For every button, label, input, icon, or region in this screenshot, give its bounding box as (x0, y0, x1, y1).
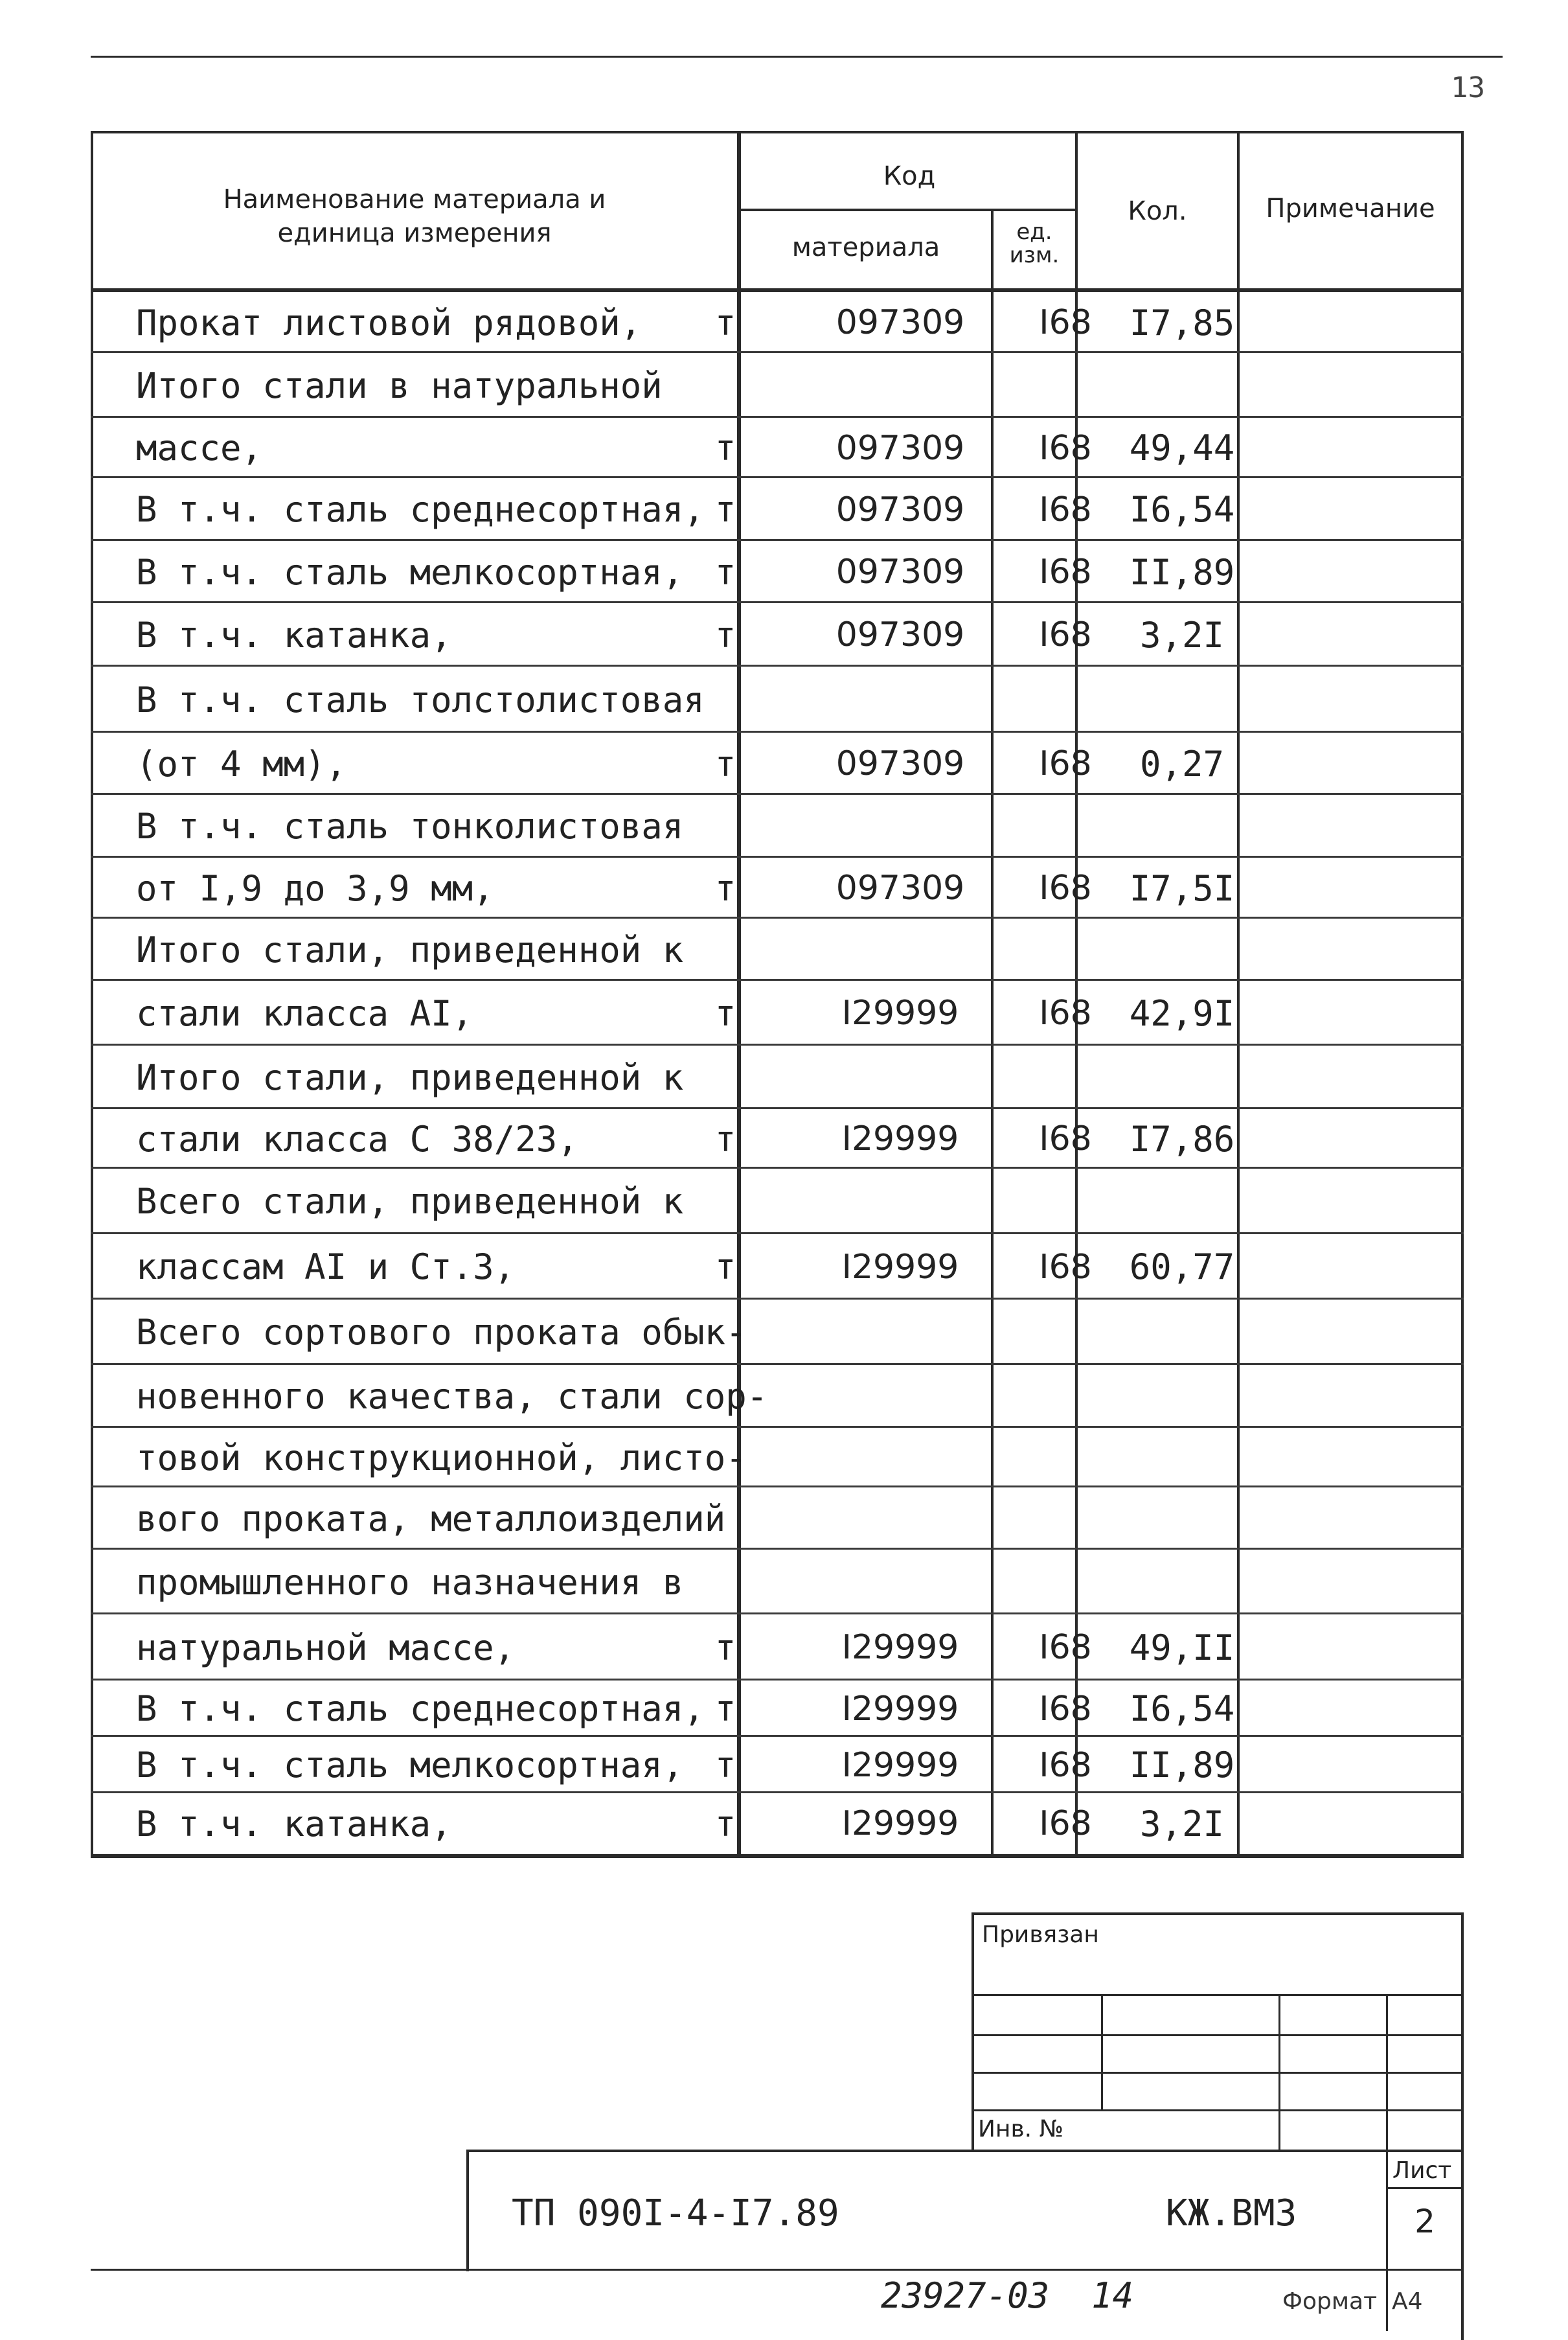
row-quantity: 49,II (1129, 1627, 1235, 1668)
table-row (91, 733, 1464, 795)
table-row (91, 919, 1464, 981)
table-row (91, 981, 1464, 1046)
row-unit: т (714, 1246, 736, 1287)
row-unit (699, 353, 751, 418)
header-name-col: Наименование материала и единица измерения (223, 185, 606, 248)
header-code-unit: ед. изм. (1009, 219, 1060, 268)
row-unit (699, 795, 751, 858)
table-row (91, 1614, 1464, 1680)
stamp-row-2 (971, 2034, 1464, 2036)
row-material-code (771, 919, 1030, 981)
table-top-border (91, 131, 1464, 133)
row-unit-code: I68 (1039, 490, 1092, 529)
row-unit (699, 667, 751, 733)
row-unit-code: I68 (1039, 1689, 1092, 1728)
header-qty: Кол. (1128, 196, 1187, 226)
row-name: от I,9 до 3,9 мм, (136, 867, 494, 909)
row-quantity: 49,44 (1129, 428, 1235, 468)
row-name: Всего сортового проката обык- (136, 1312, 747, 1353)
row-name: В т.ч. сталь толстолистовая (136, 679, 705, 720)
table-row (91, 353, 1464, 418)
row-unit-code: I68 (1039, 1628, 1092, 1667)
row-material-code: 097309 (835, 490, 965, 529)
header-code-group: Код (883, 161, 936, 191)
row-unit-code: I68 (1039, 869, 1092, 908)
row-unit: т (714, 743, 736, 785)
row-quantity: I6,54 (1129, 489, 1235, 530)
doc-mark: КЖ.ВМ3 (1166, 2192, 1297, 2234)
row-quantity: 0,27 (1139, 743, 1225, 785)
row-unit: т (714, 489, 736, 530)
row-name: стали класса С 38/23, (136, 1118, 578, 1160)
stamp-attached-label: Привязан (982, 1921, 1099, 1948)
row-material-code (771, 353, 1030, 418)
table-row (91, 1550, 1464, 1614)
row-unit (699, 919, 751, 981)
row-unit: т (714, 428, 736, 468)
table-row (91, 1428, 1464, 1487)
row-quantity: 3,2I (1139, 1803, 1225, 1844)
row-quantity: I7,5I (1129, 867, 1235, 909)
stamp-left (971, 1912, 974, 2152)
table-row (91, 1365, 1464, 1428)
title-strip-bottom (91, 2269, 1464, 2271)
row-quantity (1101, 353, 1263, 418)
row-material-code: I29999 (841, 1745, 959, 1785)
stamp-row-1 (971, 1994, 1464, 1996)
table-row (91, 1487, 1464, 1550)
row-material-code: 097309 (835, 869, 965, 908)
row-material-code (771, 795, 1030, 858)
row-quantity: II,89 (1129, 1745, 1235, 1785)
archive-number: 23927-03 14 (881, 2275, 1134, 2316)
table-row (91, 795, 1464, 858)
row-unit-code: I68 (1039, 303, 1092, 342)
row-unit: т (714, 551, 736, 593)
table-row (91, 418, 1464, 478)
row-material-code: 097309 (835, 553, 965, 591)
row-material-code (771, 1300, 1030, 1365)
row-name: Итого стали в натуральной (136, 365, 663, 406)
row-material-code: I29999 (841, 1119, 959, 1158)
row-name: В т.ч. катанка, (136, 1803, 452, 1844)
row-material-code (771, 1550, 1030, 1614)
row-unit (699, 1550, 751, 1614)
row-quantity (1101, 1365, 1263, 1428)
row-unit-code: I68 (1039, 1745, 1092, 1785)
row-unit: т (714, 1627, 736, 1668)
row-name: вого проката, металлоизделий (136, 1498, 726, 1539)
row-name: (от 4 мм), (136, 743, 347, 785)
row-name: натуральной массе, (136, 1627, 516, 1668)
row-unit (699, 1428, 751, 1487)
row-material-code (771, 1046, 1030, 1109)
row-quantity (1101, 1428, 1263, 1487)
row-material-code: I29999 (841, 1247, 959, 1287)
row-material-code (771, 1428, 1030, 1487)
table-row (91, 1300, 1464, 1365)
row-unit-code: I68 (1039, 1804, 1092, 1843)
row-material-code (771, 1487, 1030, 1550)
table-row (91, 541, 1464, 603)
row-quantity (1101, 919, 1263, 981)
stamp-col-3 (1386, 1994, 1388, 2331)
row-unit: т (714, 614, 736, 656)
row-quantity: I7,85 (1129, 302, 1235, 343)
row-material-code: 097309 (835, 744, 965, 783)
table-row (91, 1169, 1464, 1234)
row-unit (699, 1046, 751, 1109)
row-unit: т (714, 302, 736, 343)
table-row (91, 858, 1464, 919)
page-number: 13 (1451, 71, 1485, 104)
row-unit-code: I68 (1039, 1119, 1092, 1158)
sheet-label-divider (1386, 2187, 1464, 2189)
table-row (91, 1680, 1464, 1737)
row-quantity (1101, 667, 1263, 733)
stamp-right (1461, 1912, 1464, 2340)
table-row (91, 667, 1464, 733)
row-name: стали класса AI, (136, 992, 473, 1034)
row-unit: т (714, 1803, 736, 1844)
row-name: Итого стали, приведенной к (136, 929, 684, 970)
row-unit-code: I68 (1039, 428, 1092, 468)
row-name: В т.ч. катанка, (136, 614, 452, 656)
header-code-material: материала (791, 233, 940, 262)
row-quantity: 3,2I (1139, 614, 1225, 656)
table-bottom-border (91, 1854, 1464, 1858)
row-name: Всего стали, приведенной к (136, 1181, 684, 1222)
row-unit: т (714, 867, 736, 909)
row-unit: т (714, 1118, 736, 1160)
table-row (91, 1234, 1464, 1300)
row-material-code (771, 1365, 1030, 1428)
doc-code: ТП 090I-4-I7.89 (512, 2192, 839, 2234)
row-name: В т.ч. сталь тонколистовая (136, 806, 684, 847)
sheet-number: 2 (1415, 2203, 1435, 2240)
row-unit (699, 1169, 751, 1234)
row-material-code: 097309 (835, 615, 965, 654)
row-unit-code: I68 (1039, 615, 1092, 654)
header-note: Примечание (1266, 194, 1435, 224)
row-quantity: I6,54 (1129, 1688, 1235, 1729)
row-name: В т.ч. сталь мелкосортная, (136, 551, 684, 593)
stamp-top (971, 1912, 1464, 1915)
row-name: Итого стали, приведенной к (136, 1057, 684, 1098)
row-name: товой конструкционной, листо- (136, 1437, 747, 1478)
row-unit-code: I68 (1039, 994, 1092, 1033)
sheet-label: Лист (1392, 2157, 1452, 2184)
table-row (91, 603, 1464, 667)
code-group-divider (737, 209, 1078, 211)
row-material-code: 097309 (835, 303, 965, 342)
row-quantity: II,89 (1129, 551, 1235, 593)
row-quantity (1101, 1487, 1263, 1550)
row-material-code: I29999 (841, 994, 959, 1033)
row-unit-code: I68 (1039, 1247, 1092, 1287)
row-material-code: 097309 (835, 428, 965, 468)
stamp-col-1 (1101, 1994, 1103, 2111)
row-name: В т.ч. сталь среднесортная, (136, 1688, 705, 1729)
row-material-code (771, 1169, 1030, 1234)
row-quantity (1101, 1550, 1263, 1614)
row-unit (699, 1365, 751, 1428)
row-unit: т (714, 992, 736, 1034)
row-quantity: 60,77 (1129, 1246, 1235, 1287)
stamp-col-2 (1278, 1994, 1280, 2152)
row-material-code: I29999 (841, 1804, 959, 1843)
row-quantity (1101, 795, 1263, 858)
row-unit (699, 1300, 751, 1365)
row-name: промышленного назначения в (136, 1561, 684, 1603)
row-quantity (1101, 1046, 1263, 1109)
table-row (91, 1737, 1464, 1793)
row-name: В т.ч. сталь среднесортная, (136, 489, 705, 530)
row-quantity (1101, 1300, 1263, 1365)
row-quantity: 42,9I (1129, 992, 1235, 1034)
title-strip-top (466, 2150, 1464, 2152)
row-unit-code: I68 (1039, 744, 1092, 783)
row-quantity: I7,86 (1129, 1118, 1235, 1160)
row-unit (699, 1487, 751, 1550)
row-unit: т (714, 1688, 736, 1729)
stamp-row-3 (971, 2072, 1464, 2074)
top-rule (91, 56, 1503, 58)
row-name: Прокат листовой рядовой, (136, 302, 642, 343)
table-row (91, 1793, 1464, 1854)
row-material-code (771, 667, 1030, 733)
row-name: классам AI и Ст.3, (136, 1246, 516, 1287)
table-row (91, 292, 1464, 353)
stamp-inv-label: Инв. № (978, 2116, 1064, 2142)
title-strip-left (466, 2150, 469, 2271)
row-material-code: I29999 (841, 1689, 959, 1728)
table-row (91, 478, 1464, 541)
table-row (91, 1046, 1464, 1109)
row-quantity (1101, 1169, 1263, 1234)
row-name: массе, (136, 428, 263, 468)
format-label: Формат А4 (1282, 2288, 1423, 2315)
row-material-code: I29999 (841, 1628, 959, 1667)
row-unit: т (714, 1745, 736, 1785)
row-unit-code: I68 (1039, 553, 1092, 591)
row-name: В т.ч. сталь мелкосортная, (136, 1745, 684, 1785)
table-row (91, 1109, 1464, 1169)
row-name: новенного качества, стали сор- (136, 1376, 768, 1417)
